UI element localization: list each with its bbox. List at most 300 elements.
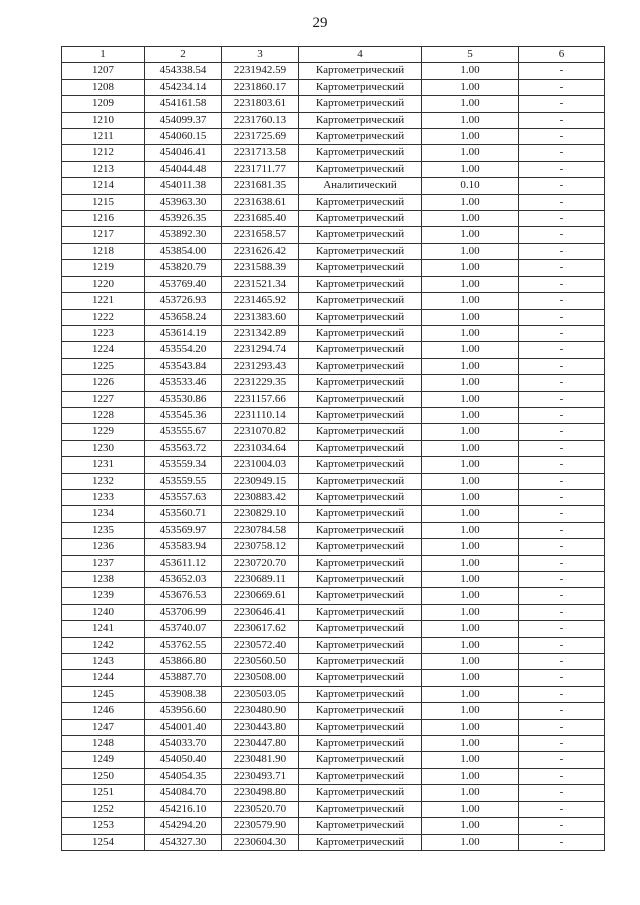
y-coordinate-cell: 2230720.70 xyxy=(222,555,299,571)
y-coordinate-cell: 2231034.64 xyxy=(222,440,299,456)
method-cell: Картометрический xyxy=(299,440,422,456)
method-cell: Картометрический xyxy=(299,637,422,653)
point-number-cell: 1219 xyxy=(62,260,145,276)
accuracy-cell: 1.00 xyxy=(422,752,519,768)
table-row xyxy=(62,752,605,768)
table-row xyxy=(62,194,605,210)
table-row xyxy=(62,768,605,784)
y-coordinate-cell: 2230829.10 xyxy=(222,506,299,522)
description-cell: - xyxy=(519,555,605,571)
table-row xyxy=(62,211,605,227)
accuracy-cell: 1.00 xyxy=(422,391,519,407)
point-number-cell: 1237 xyxy=(62,555,145,571)
table-row xyxy=(62,227,605,243)
point-number-cell: 1216 xyxy=(62,211,145,227)
method-cell: Картометрический xyxy=(299,522,422,538)
table-row xyxy=(62,293,605,309)
point-number-cell: 1224 xyxy=(62,342,145,358)
description-cell: - xyxy=(519,211,605,227)
point-number-cell: 1246 xyxy=(62,703,145,719)
table-row xyxy=(62,588,605,604)
point-number-cell: 1207 xyxy=(62,63,145,79)
table-row xyxy=(62,342,605,358)
point-number-cell: 1226 xyxy=(62,375,145,391)
description-cell: - xyxy=(519,785,605,801)
y-coordinate-cell: 2230560.50 xyxy=(222,654,299,670)
accuracy-cell: 1.00 xyxy=(422,621,519,637)
table-row xyxy=(62,407,605,423)
point-number-cell: 1239 xyxy=(62,588,145,604)
point-number-cell: 1209 xyxy=(62,96,145,112)
table-body xyxy=(62,63,605,851)
method-cell: Картометрический xyxy=(299,604,422,620)
point-number-cell: 1252 xyxy=(62,801,145,817)
method-cell: Картометрический xyxy=(299,572,422,588)
method-cell: Картометрический xyxy=(299,457,422,473)
x-coordinate-cell: 454099.37 xyxy=(145,112,222,128)
y-coordinate-cell: 2231465.92 xyxy=(222,293,299,309)
y-coordinate-cell: 2230480.90 xyxy=(222,703,299,719)
table-row xyxy=(62,572,605,588)
description-cell: - xyxy=(519,801,605,817)
table-row xyxy=(62,375,605,391)
accuracy-cell: 1.00 xyxy=(422,588,519,604)
description-cell: - xyxy=(519,325,605,341)
x-coordinate-cell: 454011.38 xyxy=(145,178,222,194)
accuracy-cell: 1.00 xyxy=(422,686,519,702)
point-number-cell: 1217 xyxy=(62,227,145,243)
table-row xyxy=(62,96,605,112)
table-row xyxy=(62,604,605,620)
column-header: 6 xyxy=(519,47,605,63)
description-cell: - xyxy=(519,178,605,194)
method-cell: Картометрический xyxy=(299,243,422,259)
point-number-cell: 1208 xyxy=(62,79,145,95)
y-coordinate-cell: 2230784.58 xyxy=(222,522,299,538)
method-cell: Картометрический xyxy=(299,293,422,309)
description-cell: - xyxy=(519,522,605,538)
description-cell: - xyxy=(519,161,605,177)
y-coordinate-cell: 2231293.43 xyxy=(222,358,299,374)
method-cell: Картометрический xyxy=(299,325,422,341)
y-coordinate-cell: 2230883.42 xyxy=(222,489,299,505)
point-number-cell: 1253 xyxy=(62,818,145,834)
point-number-cell: 1214 xyxy=(62,178,145,194)
point-number-cell: 1250 xyxy=(62,768,145,784)
column-header: 4 xyxy=(299,47,422,63)
point-number-cell: 1227 xyxy=(62,391,145,407)
y-coordinate-cell: 2231685.40 xyxy=(222,211,299,227)
x-coordinate-cell: 454338.54 xyxy=(145,63,222,79)
method-cell: Картометрический xyxy=(299,670,422,686)
x-coordinate-cell: 454234.14 xyxy=(145,79,222,95)
point-number-cell: 1231 xyxy=(62,457,145,473)
description-cell: - xyxy=(519,506,605,522)
method-cell: Картометрический xyxy=(299,686,422,702)
point-number-cell: 1213 xyxy=(62,161,145,177)
method-cell: Картометрический xyxy=(299,818,422,834)
description-cell: - xyxy=(519,752,605,768)
description-cell: - xyxy=(519,686,605,702)
y-coordinate-cell: 2231681.35 xyxy=(222,178,299,194)
x-coordinate-cell: 453560.71 xyxy=(145,506,222,522)
y-coordinate-cell: 2230493.71 xyxy=(222,768,299,784)
y-coordinate-cell: 2231760.13 xyxy=(222,112,299,128)
accuracy-cell: 1.00 xyxy=(422,112,519,128)
accuracy-cell: 1.00 xyxy=(422,506,519,522)
method-cell: Картометрический xyxy=(299,358,422,374)
description-cell: - xyxy=(519,293,605,309)
accuracy-cell: 1.00 xyxy=(422,293,519,309)
accuracy-cell: 1.00 xyxy=(422,818,519,834)
accuracy-cell: 1.00 xyxy=(422,276,519,292)
table-row xyxy=(62,145,605,161)
method-cell: Картометрический xyxy=(299,211,422,227)
table-row xyxy=(62,654,605,670)
x-coordinate-cell: 453569.97 xyxy=(145,522,222,538)
y-coordinate-cell: 2230447.80 xyxy=(222,736,299,752)
x-coordinate-cell: 453726.93 xyxy=(145,293,222,309)
accuracy-cell: 1.00 xyxy=(422,719,519,735)
x-coordinate-cell: 453555.67 xyxy=(145,424,222,440)
table-row xyxy=(62,489,605,505)
x-coordinate-cell: 453611.12 xyxy=(145,555,222,571)
table-row xyxy=(62,161,605,177)
coordinates-table xyxy=(61,46,605,851)
y-coordinate-cell: 2231294.74 xyxy=(222,342,299,358)
x-coordinate-cell: 453762.55 xyxy=(145,637,222,653)
y-coordinate-cell: 2231383.60 xyxy=(222,309,299,325)
y-coordinate-cell: 2230689.11 xyxy=(222,572,299,588)
method-cell: Картометрический xyxy=(299,736,422,752)
table-row xyxy=(62,670,605,686)
description-cell: - xyxy=(519,440,605,456)
method-cell: Картометрический xyxy=(299,375,422,391)
x-coordinate-cell: 453545.36 xyxy=(145,407,222,423)
column-header: 3 xyxy=(222,47,299,63)
point-number-cell: 1241 xyxy=(62,621,145,637)
table-row xyxy=(62,818,605,834)
x-coordinate-cell: 454216.10 xyxy=(145,801,222,817)
description-cell: - xyxy=(519,145,605,161)
y-coordinate-cell: 2231004.03 xyxy=(222,457,299,473)
x-coordinate-cell: 453658.24 xyxy=(145,309,222,325)
table-row xyxy=(62,621,605,637)
point-number-cell: 1210 xyxy=(62,112,145,128)
point-number-cell: 1229 xyxy=(62,424,145,440)
description-cell: - xyxy=(519,309,605,325)
accuracy-cell: 1.00 xyxy=(422,572,519,588)
table-row xyxy=(62,719,605,735)
accuracy-cell: 1.00 xyxy=(422,489,519,505)
y-coordinate-cell: 2231342.89 xyxy=(222,325,299,341)
description-cell: - xyxy=(519,391,605,407)
y-coordinate-cell: 2231521.34 xyxy=(222,276,299,292)
accuracy-cell: 1.00 xyxy=(422,309,519,325)
accuracy-cell: 1.00 xyxy=(422,473,519,489)
x-coordinate-cell: 454033.70 xyxy=(145,736,222,752)
y-coordinate-cell: 2231588.39 xyxy=(222,260,299,276)
accuracy-cell: 1.00 xyxy=(422,785,519,801)
x-coordinate-cell: 453530.86 xyxy=(145,391,222,407)
table-row xyxy=(62,260,605,276)
accuracy-cell: 1.00 xyxy=(422,736,519,752)
table-row xyxy=(62,391,605,407)
y-coordinate-cell: 2230949.15 xyxy=(222,473,299,489)
accuracy-cell: 1.00 xyxy=(422,325,519,341)
method-cell: Картометрический xyxy=(299,719,422,735)
accuracy-cell: 1.00 xyxy=(422,243,519,259)
description-cell: - xyxy=(519,818,605,834)
y-coordinate-cell: 2230758.12 xyxy=(222,539,299,555)
table-header-row xyxy=(62,47,605,63)
accuracy-cell: 1.00 xyxy=(422,801,519,817)
table-row xyxy=(62,686,605,702)
x-coordinate-cell: 453652.03 xyxy=(145,572,222,588)
y-coordinate-cell: 2231711.77 xyxy=(222,161,299,177)
description-cell: - xyxy=(519,768,605,784)
accuracy-cell: 1.00 xyxy=(422,670,519,686)
y-coordinate-cell: 2230604.30 xyxy=(222,834,299,850)
point-number-cell: 1240 xyxy=(62,604,145,620)
column-header: 1 xyxy=(62,47,145,63)
point-number-cell: 1215 xyxy=(62,194,145,210)
description-cell: - xyxy=(519,588,605,604)
point-number-cell: 1249 xyxy=(62,752,145,768)
method-cell: Картометрический xyxy=(299,768,422,784)
x-coordinate-cell: 453908.38 xyxy=(145,686,222,702)
y-coordinate-cell: 2231070.82 xyxy=(222,424,299,440)
method-cell: Картометрический xyxy=(299,424,422,440)
accuracy-cell: 1.00 xyxy=(422,424,519,440)
description-cell: - xyxy=(519,129,605,145)
y-coordinate-cell: 2231658.57 xyxy=(222,227,299,243)
method-cell: Картометрический xyxy=(299,588,422,604)
x-coordinate-cell: 453676.53 xyxy=(145,588,222,604)
x-coordinate-cell: 453559.55 xyxy=(145,473,222,489)
table-row xyxy=(62,309,605,325)
method-cell: Картометрический xyxy=(299,145,422,161)
point-number-cell: 1228 xyxy=(62,407,145,423)
method-cell: Картометрический xyxy=(299,654,422,670)
table-row xyxy=(62,834,605,850)
accuracy-cell: 1.00 xyxy=(422,555,519,571)
table-row xyxy=(62,112,605,128)
description-cell: - xyxy=(519,358,605,374)
accuracy-cell: 1.00 xyxy=(422,834,519,850)
table-row xyxy=(62,358,605,374)
table-row xyxy=(62,63,605,79)
table-row xyxy=(62,424,605,440)
accuracy-cell: 1.00 xyxy=(422,539,519,555)
description-cell: - xyxy=(519,670,605,686)
x-coordinate-cell: 454001.40 xyxy=(145,719,222,735)
accuracy-cell: 1.00 xyxy=(422,342,519,358)
point-number-cell: 1220 xyxy=(62,276,145,292)
method-cell: Картометрический xyxy=(299,161,422,177)
accuracy-cell: 1.00 xyxy=(422,211,519,227)
y-coordinate-cell: 2231626.42 xyxy=(222,243,299,259)
table-row xyxy=(62,736,605,752)
y-coordinate-cell: 2231725.69 xyxy=(222,129,299,145)
description-cell: - xyxy=(519,276,605,292)
point-number-cell: 1243 xyxy=(62,654,145,670)
accuracy-cell: 1.00 xyxy=(422,358,519,374)
table-row xyxy=(62,555,605,571)
method-cell: Картометрический xyxy=(299,785,422,801)
column-header: 2 xyxy=(145,47,222,63)
x-coordinate-cell: 453963.30 xyxy=(145,194,222,210)
accuracy-cell: 1.00 xyxy=(422,79,519,95)
point-number-cell: 1222 xyxy=(62,309,145,325)
description-cell: - xyxy=(519,63,605,79)
method-cell: Картометрический xyxy=(299,539,422,555)
accuracy-cell: 1.00 xyxy=(422,375,519,391)
accuracy-cell: 1.00 xyxy=(422,129,519,145)
accuracy-cell: 1.00 xyxy=(422,63,519,79)
point-number-cell: 1254 xyxy=(62,834,145,850)
x-coordinate-cell: 454161.58 xyxy=(145,96,222,112)
x-coordinate-cell: 453820.79 xyxy=(145,260,222,276)
x-coordinate-cell: 454050.40 xyxy=(145,752,222,768)
point-number-cell: 1236 xyxy=(62,539,145,555)
x-coordinate-cell: 454044.48 xyxy=(145,161,222,177)
accuracy-cell: 1.00 xyxy=(422,96,519,112)
y-coordinate-cell: 2230443.80 xyxy=(222,719,299,735)
y-coordinate-cell: 2230617.62 xyxy=(222,621,299,637)
description-cell: - xyxy=(519,736,605,752)
method-cell: Картометрический xyxy=(299,506,422,522)
y-coordinate-cell: 2230520.70 xyxy=(222,801,299,817)
method-cell: Картометрический xyxy=(299,79,422,95)
y-coordinate-cell: 2230572.40 xyxy=(222,637,299,653)
page-number: 29 xyxy=(312,15,328,31)
table-row xyxy=(62,276,605,292)
x-coordinate-cell: 454046.41 xyxy=(145,145,222,161)
description-cell: - xyxy=(519,572,605,588)
method-cell: Картометрический xyxy=(299,391,422,407)
point-number-cell: 1234 xyxy=(62,506,145,522)
table-row xyxy=(62,637,605,653)
description-cell: - xyxy=(519,457,605,473)
description-cell: - xyxy=(519,539,605,555)
y-coordinate-cell: 2231110.14 xyxy=(222,407,299,423)
method-cell: Аналитический xyxy=(299,178,422,194)
x-coordinate-cell: 453533.46 xyxy=(145,375,222,391)
x-coordinate-cell: 453614.19 xyxy=(145,325,222,341)
point-number-cell: 1230 xyxy=(62,440,145,456)
description-cell: - xyxy=(519,834,605,850)
table-row xyxy=(62,178,605,194)
description-cell: - xyxy=(519,604,605,620)
method-cell: Картометрический xyxy=(299,63,422,79)
description-cell: - xyxy=(519,637,605,653)
point-number-cell: 1225 xyxy=(62,358,145,374)
y-coordinate-cell: 2231157.66 xyxy=(222,391,299,407)
description-cell: - xyxy=(519,112,605,128)
accuracy-cell: 0.10 xyxy=(422,178,519,194)
accuracy-cell: 1.00 xyxy=(422,227,519,243)
method-cell: Картометрический xyxy=(299,276,422,292)
x-coordinate-cell: 454294.20 xyxy=(145,818,222,834)
table-row xyxy=(62,243,605,259)
description-cell: - xyxy=(519,79,605,95)
x-coordinate-cell: 453706.99 xyxy=(145,604,222,620)
method-cell: Картометрический xyxy=(299,801,422,817)
y-coordinate-cell: 2231860.17 xyxy=(222,79,299,95)
accuracy-cell: 1.00 xyxy=(422,522,519,538)
x-coordinate-cell: 454054.35 xyxy=(145,768,222,784)
table-row xyxy=(62,457,605,473)
description-cell: - xyxy=(519,96,605,112)
point-number-cell: 1245 xyxy=(62,686,145,702)
accuracy-cell: 1.00 xyxy=(422,407,519,423)
point-number-cell: 1221 xyxy=(62,293,145,309)
description-cell: - xyxy=(519,719,605,735)
description-cell: - xyxy=(519,194,605,210)
point-number-cell: 1244 xyxy=(62,670,145,686)
x-coordinate-cell: 453956.60 xyxy=(145,703,222,719)
method-cell: Картометрический xyxy=(299,703,422,719)
x-coordinate-cell: 453892.30 xyxy=(145,227,222,243)
table-row xyxy=(62,801,605,817)
x-coordinate-cell: 454327.30 xyxy=(145,834,222,850)
table-row xyxy=(62,703,605,719)
table-row xyxy=(62,473,605,489)
y-coordinate-cell: 2230508.00 xyxy=(222,670,299,686)
method-cell: Картометрический xyxy=(299,489,422,505)
method-cell: Картометрический xyxy=(299,112,422,128)
accuracy-cell: 1.00 xyxy=(422,260,519,276)
description-cell: - xyxy=(519,375,605,391)
x-coordinate-cell: 453926.35 xyxy=(145,211,222,227)
point-number-cell: 1238 xyxy=(62,572,145,588)
table-row xyxy=(62,539,605,555)
accuracy-cell: 1.00 xyxy=(422,654,519,670)
point-number-cell: 1242 xyxy=(62,637,145,653)
x-coordinate-cell: 453543.84 xyxy=(145,358,222,374)
method-cell: Картометрический xyxy=(299,407,422,423)
point-number-cell: 1247 xyxy=(62,719,145,735)
point-number-cell: 1211 xyxy=(62,129,145,145)
y-coordinate-cell: 2230579.90 xyxy=(222,818,299,834)
x-coordinate-cell: 454060.15 xyxy=(145,129,222,145)
description-cell: - xyxy=(519,473,605,489)
table-row xyxy=(62,506,605,522)
x-coordinate-cell: 453887.70 xyxy=(145,670,222,686)
accuracy-cell: 1.00 xyxy=(422,145,519,161)
method-cell: Картометрический xyxy=(299,555,422,571)
accuracy-cell: 1.00 xyxy=(422,604,519,620)
accuracy-cell: 1.00 xyxy=(422,457,519,473)
x-coordinate-cell: 453563.72 xyxy=(145,440,222,456)
y-coordinate-cell: 2230669.61 xyxy=(222,588,299,604)
description-cell: - xyxy=(519,489,605,505)
point-number-cell: 1232 xyxy=(62,473,145,489)
x-coordinate-cell: 453854.00 xyxy=(145,243,222,259)
x-coordinate-cell: 453866.80 xyxy=(145,654,222,670)
x-coordinate-cell: 454084.70 xyxy=(145,785,222,801)
accuracy-cell: 1.00 xyxy=(422,637,519,653)
y-coordinate-cell: 2230646.41 xyxy=(222,604,299,620)
method-cell: Картометрический xyxy=(299,621,422,637)
y-coordinate-cell: 2230503.05 xyxy=(222,686,299,702)
point-number-cell: 1251 xyxy=(62,785,145,801)
method-cell: Картометрический xyxy=(299,129,422,145)
description-cell: - xyxy=(519,407,605,423)
accuracy-cell: 1.00 xyxy=(422,161,519,177)
accuracy-cell: 1.00 xyxy=(422,440,519,456)
